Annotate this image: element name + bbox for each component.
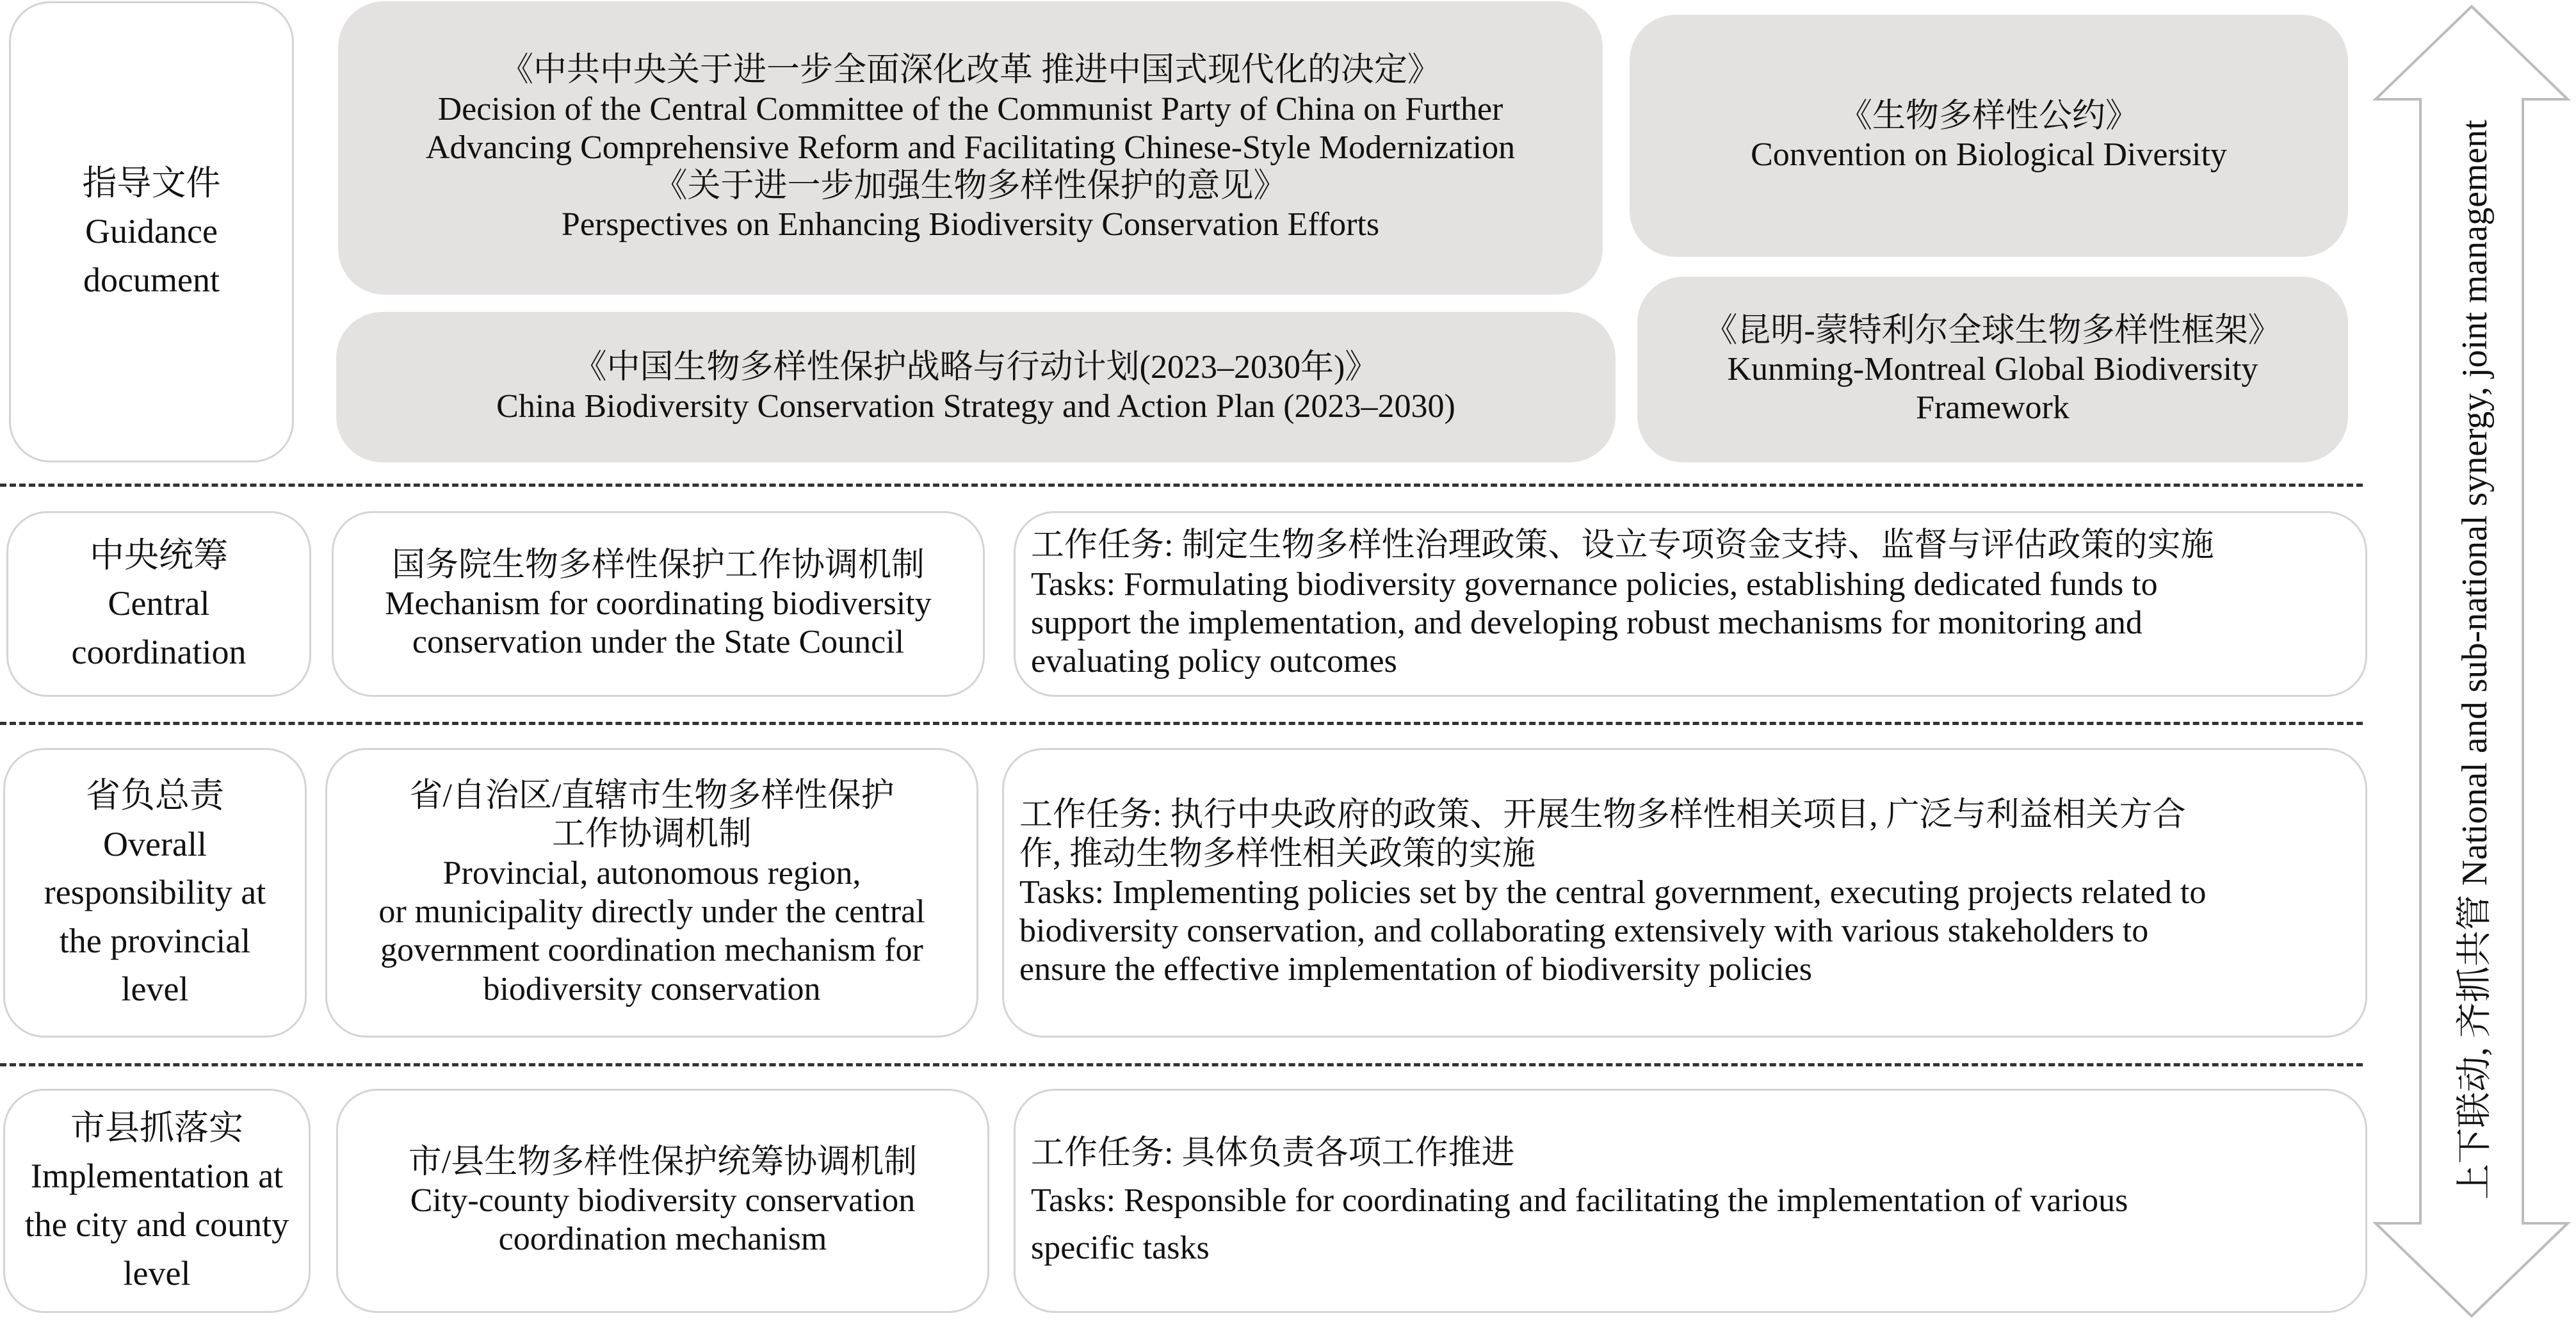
doc1-title-cn: 《中共中央关于进一步全面深化改革 推进中国式现代化的决定》: [499, 52, 1441, 89]
city-mech-cn: 市/县生物多样性保护统筹协调机制: [408, 1143, 918, 1180]
provincial-label-en-2: responsibility at: [44, 873, 266, 912]
provincial-label-en-4: level: [121, 970, 189, 1009]
provincial-mech-en-1: Provincial, autonomous region,: [442, 854, 861, 892]
doc1-title2-cn: 《关于进一步加强生物多样性保护的意见》: [654, 168, 1287, 205]
provincial-task-cn-2: 作, 推动生物多样性相关政策的实施: [1019, 835, 1536, 872]
provincial-label-en-1: Overall: [103, 824, 207, 863]
city-mech-en-1: City-county biodiversity conservation: [410, 1182, 916, 1219]
provincial-task-en-2: biodiversity conservation, and collaborating extensively with various stakeholders to: [1019, 913, 2149, 950]
doc2-title-cn: 《生物多样性公约》: [1838, 97, 2139, 134]
arrow-label: 上下联动, 齐抓共管 National and sub-national synergy, joint management: [2455, 120, 2495, 1200]
doc1-title2-en: Perspectives on Enhancing Biodiversity Conservation Efforts: [561, 206, 1380, 243]
provincial-label-cn: 省负总责: [86, 776, 224, 815]
central-mech-en-1: Mechanism for coordinating biodiversity: [385, 585, 932, 622]
guidance-label-cn: 指导文件: [82, 163, 221, 202]
central-task-en-1: Tasks: Formulating biodiversity governance policies, establishing dedicated funds to: [1031, 566, 2158, 603]
doc3-title-cn: 《中国生物多样性保护战略与行动计划(2023–2030年)》: [573, 349, 1379, 386]
doc4-title-cn: 《昆明-蒙特利尔全球生物多样性框架》: [1704, 312, 2281, 349]
central-mech-cn: 国务院生物多样性保护工作协调机制: [391, 546, 925, 583]
guidance-label-en-1: Guidance: [85, 212, 218, 251]
central-task-cn: 工作任务: 制定生物多样性治理政策、设立专项资金支持、监督与评估政策的实施: [1031, 527, 2214, 564]
provincial-mech-cn-1: 省/自治区/直辖市生物多样性保护: [409, 778, 895, 815]
provincial-task-cn-1: 工作任务: 执行中央政府的政策、开展生物多样性相关项目, 广泛与利益相关方合: [1019, 797, 2186, 834]
provincial-task-en-3: ensure the effective implementation of biodiversity policies: [1019, 951, 1812, 988]
doc3-title-en: China Biodiversity Conservation Strategy and Action Plan (2023–2030): [496, 387, 1455, 425]
city-task-en-2: specific tasks: [1031, 1229, 1210, 1266]
central-task-en-2: support the implementation, and developing robust mechanisms for monitoring and: [1031, 605, 2143, 641]
provincial-mech-en-2: or municipality directly under the central: [378, 893, 925, 930]
central-task-en-3: evaluating policy outcomes: [1031, 643, 1397, 680]
city-label-en-3: level: [123, 1253, 191, 1292]
city-label-en-1: Implementation at: [30, 1157, 284, 1196]
doc1-title-en-1: Decision of the Central Committee of the Communist Party of China on Further: [437, 90, 1503, 127]
city-label-cn: 市县抓落实: [70, 1108, 243, 1147]
doc2-title-en: Convention on Biological Diversity: [1751, 136, 2227, 173]
provincial-task-en-1: Tasks: Implementing policies set by the central government, executing projects related to: [1019, 874, 2207, 911]
provincial-mech-en-4: biodiversity conservation: [483, 970, 821, 1007]
city-task-cn: 工作任务: 具体负责各项工作推进: [1031, 1135, 1515, 1172]
central-label-cn: 中央统筹: [90, 535, 228, 574]
doc4-title-en-1: Kunming-Montreal Global Biodiversity: [1727, 350, 2258, 387]
provincial-mech-en-3: government coordination mechanism for: [380, 932, 923, 969]
provincial-mech-cn-2: 工作协调机制: [551, 816, 752, 853]
doc4-title-en-2: Framework: [1916, 389, 2070, 427]
city-task-en-1: Tasks: Responsible for coordinating and facilitating the implementation of various: [1031, 1182, 2128, 1219]
central-mech-en-2: conservation under the State Council: [412, 624, 905, 661]
guidance-label-en-2: document: [83, 260, 220, 299]
central-label-en-2: coordination: [71, 632, 247, 671]
doc1-title-en-2: Advancing Comprehensive Reform and Facilitating Chinese-Style Modernization: [425, 129, 1516, 166]
provincial-label-en-3: the provincial: [59, 921, 251, 960]
city-label-en-2: the city and county: [24, 1205, 289, 1244]
central-label-en-1: Central: [108, 584, 210, 623]
city-mech-en-2: coordination mechanism: [498, 1221, 827, 1258]
